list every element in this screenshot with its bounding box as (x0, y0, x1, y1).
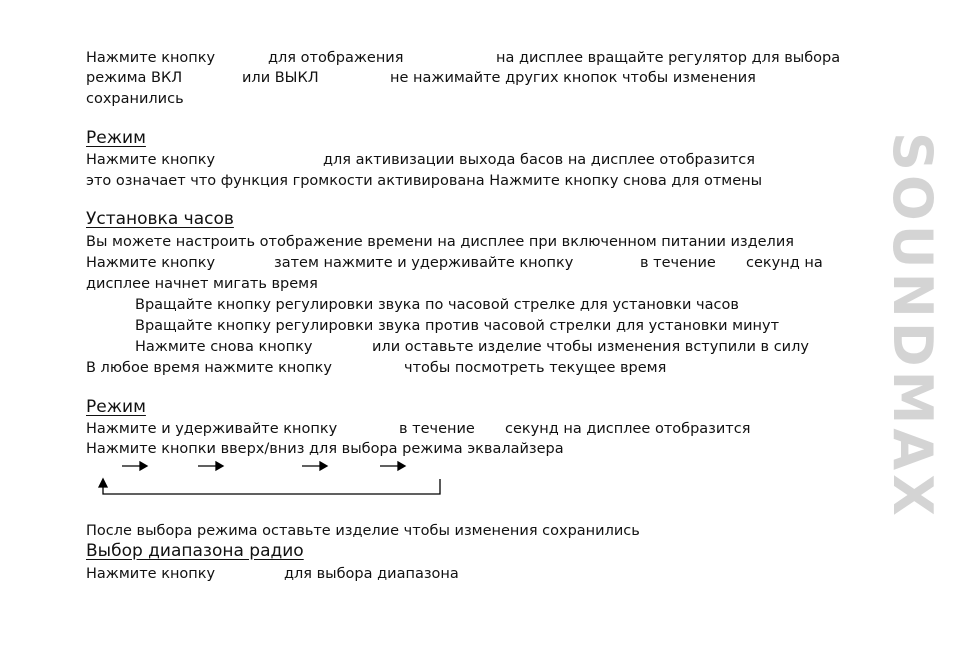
clock-line-4a: В любое время нажмите кнопку (86, 360, 333, 376)
eq-line-1c: секунд на дисплее отобразится (505, 421, 751, 437)
clock-step-2: Вращайте кнопку регулировки звука против часовой стрелки для установки минут (135, 318, 780, 334)
loud-heading-text: Режим (86, 128, 146, 148)
eq-after: После выбора режима оставьте изделие чтобы изменения сохранились (86, 523, 640, 539)
intro-line-1c: на дисплее вращайте регулятор для выбора (496, 50, 841, 66)
clock-line-2a: Нажмите кнопку (86, 255, 216, 271)
eq-heading-text: Режим (86, 397, 146, 417)
brand-watermark: SOUNDMAX (881, 132, 944, 520)
intro-line-3: сохранились (86, 91, 184, 107)
loud-line-1b: для активизации выхода басов на дисплее отобразится (323, 152, 755, 168)
band-line-1a: Нажмите кнопку (86, 566, 216, 582)
clock-line-2b: затем нажмите и удерживайте кнопку (274, 255, 574, 271)
eq-line-1b: в течение (399, 421, 475, 437)
loud-line-2: это означает что функция громкости активирована Нажмите кнопку снова для отмены (86, 173, 763, 189)
clock-heading: Установка часов (86, 209, 234, 229)
band-heading: Выбор диапазона радио (86, 541, 304, 561)
clock-step-1: Вращайте кнопку регулировки звука по часовой стрелке для установки часов (135, 297, 739, 313)
intro-line-2c: не нажимайте других кнопок чтобы изменения (390, 70, 756, 86)
eq-line-1a: Нажмите и удерживайте кнопку (86, 421, 338, 437)
clock-line-2d: секунд на (746, 255, 823, 271)
eq-line-2: Нажмите кнопки вверх/вниз для выбора режима эквалайзера (86, 441, 564, 457)
clock-step-3a: Нажмите снова кнопку (135, 339, 313, 355)
eq-heading (86, 397, 192, 417)
eq-arrow-4-icon (380, 462, 405, 470)
intro-line-2b: или ВЫКЛ (242, 70, 319, 86)
eq-cycle-diagram (90, 452, 450, 502)
loud-heading (86, 128, 207, 148)
eq-loop-return-icon (103, 479, 440, 494)
eq-arrow-1-icon (122, 462, 147, 470)
eq-loop-arrowhead-icon (99, 479, 107, 487)
band-line-1b: для выбора диапазона (284, 566, 459, 582)
clock-line-2c: в течение (640, 255, 716, 271)
clock-step-3b: или оставьте изделие чтобы изменения вступили в силу (372, 339, 809, 355)
clock-line-4b: чтобы посмотреть текущее время (404, 360, 667, 376)
loud-line-1a: Нажмите кнопку (86, 152, 216, 168)
intro-line-2a: режима ВКЛ (86, 70, 183, 86)
intro-line-1a: Нажмите кнопку (86, 50, 216, 66)
eq-arrow-3-icon (302, 462, 327, 470)
clock-line-3: дисплее начнет мигать время (86, 276, 318, 292)
clock-line-1: Вы можете настроить отображение времени на дисплее при включенном питании изделия (86, 234, 794, 250)
eq-arrow-2-icon (198, 462, 223, 470)
intro-line-1b: для отображения (268, 50, 404, 66)
